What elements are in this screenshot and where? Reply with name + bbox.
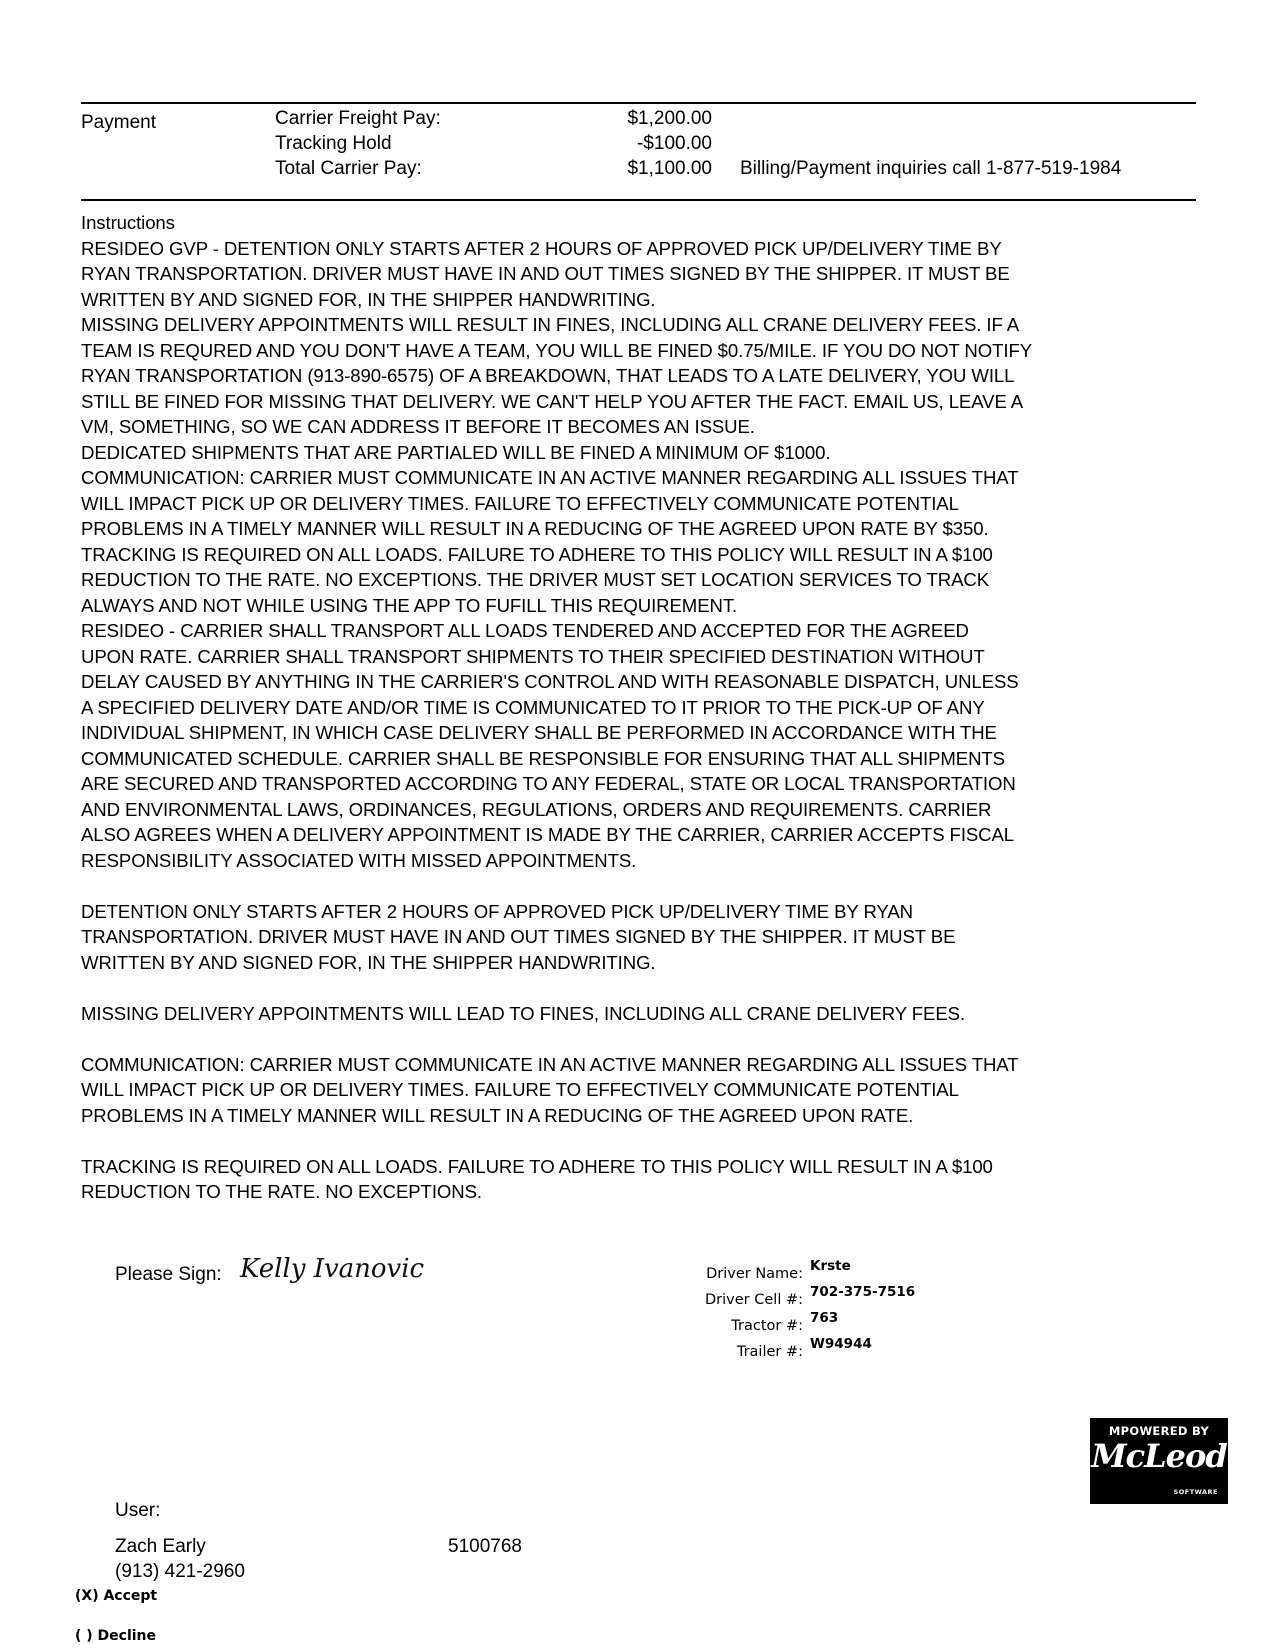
driver-cell-label: Driver Cell #: (705, 1292, 803, 1308)
accept-option[interactable]: (X) Accept (75, 1588, 158, 1604)
instructions-paragraph: COMMUNICATION: CARRIER MUST COMMUNICATE IN AN ACTIVE MANNER REGARDING ALL ISSUES THAT WILL IMPACT PICK UP OR DELIVERY TIMES. FAILURE TO EFFECTIVELY COMMUNICATE POTENTIAL PROBLEMS IN A TIMELY MANNER WILL RESULT IN A REDUCING OF THE AGREED UPON RATE. (81, 1053, 1019, 1126)
top-divider (81, 102, 1196, 104)
driver-name-value: Krste (810, 1258, 851, 1274)
driver-cell-value: 702-375-7516 (810, 1284, 916, 1300)
instructions-paragraph: MISSING DELIVERY APPOINTMENTS WILL LEAD TO FINES, INCLUDING ALL CRANE DELIVERY FEES. (81, 1002, 966, 1024)
user-id: 5100768 (448, 1536, 522, 1557)
decline-option[interactable]: ( ) Decline (75, 1628, 157, 1644)
signature-field[interactable]: Kelly Ivanovic (240, 1254, 425, 1284)
payment-row-amount: $1,200.00 (627, 108, 712, 129)
payment-row-label: Tracking Hold (275, 133, 392, 154)
billing-inquiries: Billing/Payment inquiries call 1-877-519-1984 (740, 158, 1122, 179)
user-name: Zach Early (115, 1536, 206, 1557)
payment-row-amount: -$100.00 (636, 133, 712, 154)
trailer-value: W94944 (810, 1336, 872, 1352)
user-label: User: (115, 1500, 161, 1521)
payment-row-label: Carrier Freight Pay: (275, 108, 441, 129)
instructions-heading: Instructions (81, 212, 175, 233)
trailer-label: Trailer #: (736, 1344, 803, 1360)
instructions-paragraph: RESIDEO GVP - DETENTION ONLY STARTS AFTER 2 HOURS OF APPROVED PICK UP/DELIVERY TIME BY RYAN TRANSPORTATION. DRIVER MUST HAVE IN AND OUT TIMES SIGNED BY THE SHIPPER. IT MUST BE WRITTEN BY AND SIGNED FOR, IN THE SHIPPER HANDWRITING. MISSING DELIVERY APPOINTMENTS WILL RESULT IN FINES, INCLUDING ALL CRANE DELIVERY FEES. IF A TEAM IS REQURED AND YOU DON'T HAVE A TEAM, YOU WILL BE FINED $0.75/MILE. IF YOU DO NOT NOTIFY RYAN TRANSPORTATION (913-890-6575) OF A BREAKDOWN, THAT LEADS TO A LATE DELIVERY, YOU WILL STILL BE FINED FOR MISSING THAT DELIVERY. WE CAN'T HELP YOU AFTER THE FACT. EMAIL US, LEAVE A VM, SOMETHING, SO WE CAN ADDRESS IT BEFORE IT BECOMES AN ISSUE. DEDICATED SHIPMENTS THAT ARE PARTIALED WILL BE FINED A MINIMUM OF $1000. COMMUNICATION: CARRIER MUST COMMUNICATE IN AN ACTIVE MANNER REGARDING ALL ISSUES THAT WILL IMPACT PICK UP OR DELIVERY TIMES. FAILURE TO EFFECTIVELY COMMUNICATE POTENTIAL PROBLEMS IN A TIMELY MANNER WILL RESULT IN A REDUCING OF THE AGREED UPON RATE BY $350. TRACKING IS REQUIRED ON ALL LOADS. FAILURE TO ADHERE TO THIS POLICY WILL RESULT IN A $100 REDUCTION TO THE RATE. NO EXCEPTIONS. THE DRIVER MUST SET LOCATION SERVICES TO TRACK ALWAYS AND NOT WHILE USING THE APP TO FUFILL THIS REQUIREMENT. RESIDEO - CARRIER SHALL TRANSPORT ALL LOADS TENDERED AND ACCEPTED FOR THE AGREED UPON RATE. CARRIER SHALL TRANSPORT SHIPMENTS TO THEIR SPECIFIED DESTINATION WITHOUT DELAY CAUSED BY ANYTHING IN THE CARRIER'S CONTROL AND WITH REASONABLE DISPATCH, UNLESS A SPECIFIED DELIVERY DATE AND/OR TIME IS COMMUNICATED TO IT PRIOR TO THE PICK-UP OF ANY INDIVIDUAL SHIPMENT, IN WHICH CASE DELIVERY SHALL BE PERFORMED IN ACCORDANCE WITH THE COMMUNICATED SCHEDULE. CARRIER SHALL BE RESPONSIBLE FOR ENSURING THAT ALL SHIPMENTS ARE SECURED AND TRANSPORTED ACCORDING TO ANY FEDERAL, STATE OR LOCAL TRANSPORTATION AND ENVIRONMENTAL LAWS, ORDINANCES, REGULATIONS, ORDERS AND REQUIREMENTS. CARRIER ALSO AGREES WHEN A DELIVERY APPOINTMENT IS MADE BY THE CARRIER, CARRIER ACCEPTS FISCAL RESPONSIBILITY ASSOCIATED WITH MISSED APPOINTMENTS. (81, 237, 1033, 871)
driver-name-label: Driver Name: (706, 1266, 803, 1282)
instructions-section (81, 210, 1191, 1205)
instructions-paragraph: TRACKING IS REQUIRED ON ALL LOADS. FAILURE TO ADHERE TO THIS POLICY WILL RESULT IN A $100 REDUCTION TO THE RATE. NO EXCEPTIONS. (81, 1155, 993, 1202)
tractor-label: Tractor #: (731, 1318, 803, 1334)
payment-label: Payment (81, 112, 156, 133)
instructions-paragraph: DETENTION ONLY STARTS AFTER 2 HOURS OF APPROVED PICK UP/DELIVERY TIME BY RYAN TRANSPORTATION. DRIVER MUST HAVE IN AND OUT TIMES SIGNED BY THE SHIPPER. IT MUST BE WRITTEN BY AND SIGNED FOR, IN THE SHIPPER HANDWRITING. (81, 900, 956, 973)
please-sign-label: Please Sign: (115, 1264, 222, 1285)
payment-row-amount: $1,100.00 (627, 158, 712, 179)
tractor-value: 763 (810, 1310, 839, 1326)
instructions-divider (81, 199, 1196, 201)
user-phone: (913) 421-2960 (115, 1561, 245, 1582)
mcleod-logo: MPOWERED BY McLeod SOFTWARE (1090, 1418, 1228, 1504)
payment-row-label: Total Carrier Pay: (275, 158, 422, 179)
